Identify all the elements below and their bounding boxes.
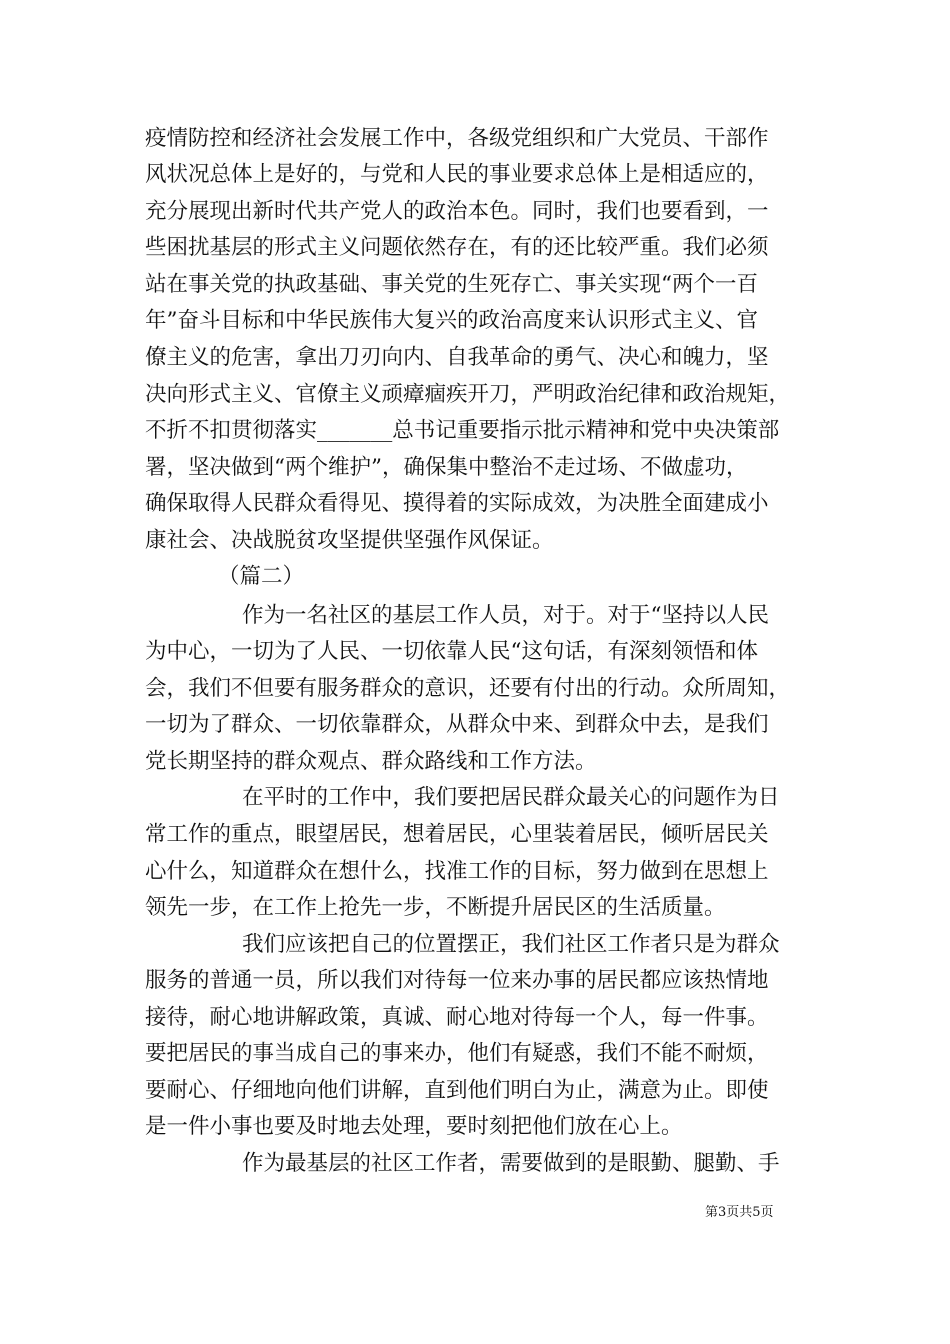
text-line: 是一件小事也要及时地去处理，要时刻把他们放在心上。 bbox=[145, 1114, 683, 1139]
text-line: 疫情防控和经济社会发展工作中，各级党组织和广大党员、干部作 bbox=[145, 126, 769, 151]
section-heading: （篇二） bbox=[218, 564, 305, 589]
text-line: 确保取得人民群众看得见、摸得着的实际成效，为决胜全面建成小 bbox=[145, 491, 769, 516]
text-line: 充分展现出新时代共产党人的政治本色。同时，我们也要看到，一 bbox=[145, 199, 769, 224]
text-line: 在平时的工作中，我们要把居民群众最关心的问题作为日 bbox=[242, 785, 780, 810]
page-number: 第3页共5页 bbox=[705, 1205, 774, 1220]
text-line: 年”奋斗目标和中华民族伟大复兴的政治高度来认识形式主义、官 bbox=[145, 308, 758, 333]
text-line: 康社会、决战脱贫攻坚提供坚强作风保证。 bbox=[145, 528, 554, 553]
text-line: 风状况总体上是好的，与党和人民的事业要求总体上是相适应的， bbox=[145, 162, 769, 187]
text-line: 一切为了群众、一切依靠群众，从群众中来、到群众中去，是我们 bbox=[145, 712, 769, 737]
text-line: 为中心，一切为了人民、一切依靠人民“这句话，有深刻领悟和体 bbox=[145, 639, 758, 664]
text-line: 领先一步，在工作上抢先一步，不断提升居民区的生活质量。 bbox=[145, 895, 726, 920]
text-line: 常工作的重点，眼望居民，想着居民，心里装着居民，倾听居民关 bbox=[145, 822, 769, 847]
text-line: 要把居民的事当成自己的事来办，他们有疑惑，我们不能不耐烦， bbox=[145, 1041, 769, 1066]
text-line: 作为最基层的社区工作者，需要做到的是眼勤、腿勤、手 bbox=[242, 1151, 780, 1176]
text-line: 作为一名社区的基层工作人员，对于。对于“坚持以人民 bbox=[242, 603, 769, 628]
text-line: 我们应该把自己的位置摆正，我们社区工作者只是为群众 bbox=[242, 932, 780, 957]
text-line: 不折不扣贯彻落实_______总书记重要指示批示精神和党中央决策部 bbox=[145, 418, 780, 443]
text-line: 服务的普通一员，所以我们对待每一位来办事的居民都应该热情地 bbox=[145, 968, 769, 993]
text-line: 党长期坚持的群众观点、群众路线和工作方法。 bbox=[145, 749, 597, 774]
text-line: 僚主义的危害，拿出刀刃向内、自我革命的勇气、决心和魄力，坚 bbox=[145, 345, 769, 370]
text-line: 接待，耐心地讲解政策，真诚、耐心地对待每一个人，每一件事。 bbox=[145, 1005, 769, 1030]
text-line: 心什么，知道群众在想什么，找准工作的目标，努力做到在思想上 bbox=[145, 859, 769, 884]
text-line: 决向形式主义、官僚主义顽瘴痼疾开刀，严明政治纪律和政治规矩， bbox=[145, 382, 791, 407]
text-line: 站在事关党的执政基础、事关党的生死存亡、事关实现“两个一百 bbox=[145, 272, 758, 297]
text-line: 署，坚决做到“两个维护”，确保集中整治不走过场、不做虚功， bbox=[145, 455, 748, 480]
text-line: 要耐心、仔细地向他们讲解，直到他们明白为止，满意为止。即使 bbox=[145, 1078, 769, 1103]
text-line: 会，我们不但要有服务群众的意识，还要有付出的行动。众所周知， bbox=[145, 676, 791, 701]
text-line: 些困扰基层的形式主义问题依然存在，有的还比较严重。我们必须 bbox=[145, 235, 769, 260]
